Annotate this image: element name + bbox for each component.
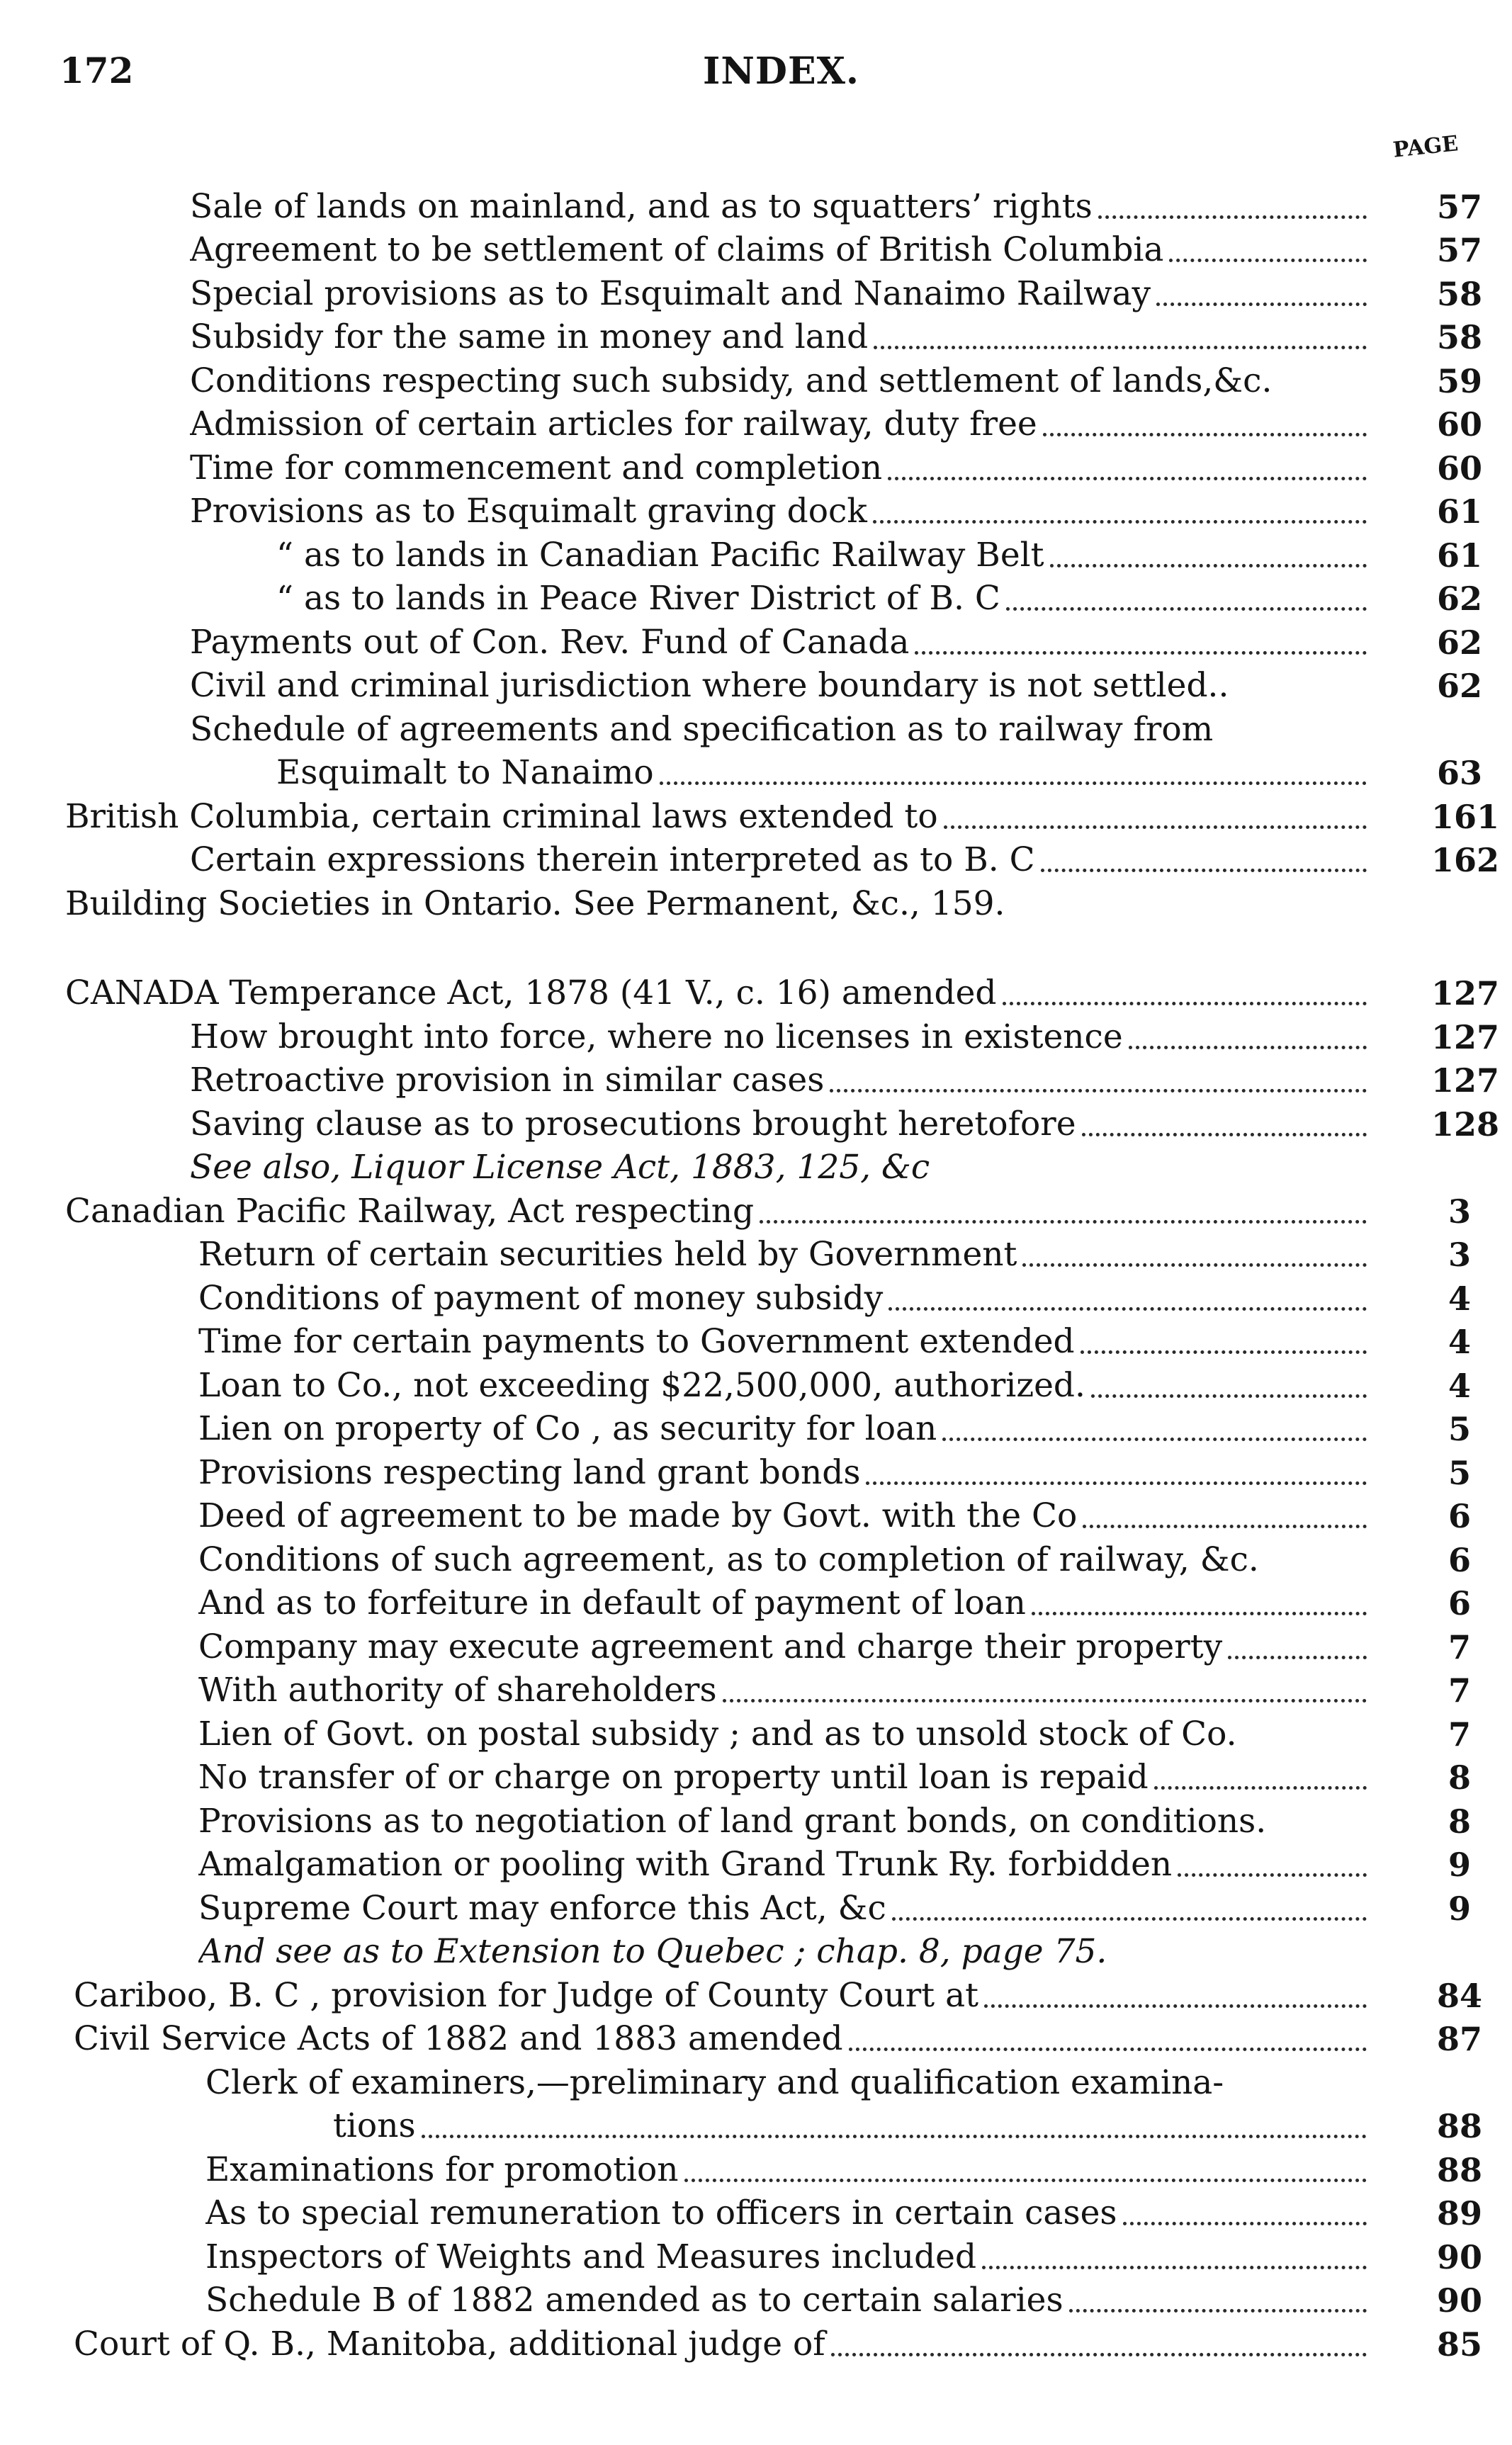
entry-text: CANADA Temperance Act, 1878 (41 V., c. 16) amended — [65, 973, 997, 1012]
entry-text: Cariboo, B. C , provision for Judge of County Court at — [74, 1976, 979, 2015]
index-entry — [0, 1626, 1512, 1668]
page-ref: 63 — [1436, 754, 1482, 792]
dot-leader — [660, 781, 1367, 785]
entry-text: Company may execute agreement and charge their property — [198, 1627, 1223, 1666]
index-entry — [0, 1800, 1512, 1843]
page-ref: 128 — [1431, 1105, 1500, 1144]
entry-text: British Columbia, certain criminal laws extended to — [65, 797, 938, 836]
entry-text: Time for commencement and completion — [190, 448, 883, 487]
index-entry — [0, 360, 1512, 402]
index-entry — [0, 2279, 1512, 2322]
dot-leader — [1003, 1002, 1367, 1005]
page-ref: 7 — [1448, 1715, 1471, 1754]
entry-text: Supreme Court may enforce this Act, &c — [198, 1889, 886, 1928]
page-title: INDEX. — [703, 50, 860, 93]
index-entry — [0, 1931, 1512, 1973]
dot-leader — [1154, 1786, 1367, 1790]
index-entry — [0, 1321, 1512, 1363]
dot-leader — [1123, 2222, 1367, 2225]
entry-text: See also, Liquor License Act, 1883, 125, &c — [190, 1148, 930, 1187]
page-ref — [1431, 1146, 1488, 1189]
entry-text: Retroactive provision in similar cases — [190, 1061, 825, 1100]
entry-text: Time for certain payments to Government extended — [198, 1322, 1075, 1361]
dot-leader — [1043, 433, 1367, 436]
dot-leader — [1022, 1263, 1367, 1267]
index-entry — [0, 1582, 1512, 1625]
entry-text: “ as to lands in Canadian Pacific Railway Belt — [276, 536, 1044, 575]
dot-leader — [1083, 1525, 1367, 1528]
entry-text: Civil and criminal jurisdiction where boundary is not settled.. — [190, 666, 1229, 705]
index-entry — [0, 229, 1512, 271]
page-ref: 87 — [1436, 2020, 1482, 2058]
index-entry — [0, 752, 1512, 794]
entry-text: Special provisions as to Esquimalt and Nanaimo Railway — [190, 274, 1151, 313]
entry-text: Conditions respecting such subsidy, and settlement of lands,&c. — [190, 361, 1273, 400]
index-entry — [0, 708, 1512, 751]
entry-text: tions — [333, 2106, 416, 2145]
page-ref: 59 — [1436, 362, 1482, 400]
index-entry — [0, 2323, 1512, 2366]
index-entry — [0, 1146, 1512, 1189]
index-entry — [0, 1408, 1512, 1450]
entry-text: Certain expressions therein interpreted as to B. C — [190, 840, 1035, 879]
page-ref: 90 — [1436, 2238, 1482, 2276]
dot-leader — [1178, 1873, 1367, 1877]
page-ref: 88 — [1436, 2151, 1482, 2189]
entry-text: Schedule B of 1882 amended as to certain salaries — [205, 2281, 1064, 2320]
dot-leader — [944, 825, 1367, 829]
index-entry — [0, 1539, 1512, 1581]
page-ref: 6 — [1448, 1541, 1471, 1579]
index-entry — [0, 796, 1512, 838]
dot-leader — [830, 1089, 1367, 1092]
page-ref: 6 — [1448, 1584, 1471, 1622]
dot-leader — [888, 1307, 1367, 1311]
dot-leader — [1228, 1656, 1367, 1659]
index-entry — [0, 1233, 1512, 1276]
page-ref: 89 — [1436, 2194, 1482, 2232]
entry-text: Return of certain securities held by Government — [198, 1235, 1017, 1274]
dot-leader — [1129, 1046, 1367, 1049]
index-entry — [0, 577, 1512, 620]
dot-leader — [873, 520, 1367, 524]
page-ref: 60 — [1436, 449, 1482, 487]
index-entry — [0, 447, 1512, 490]
index-entry — [0, 2149, 1512, 2191]
page-ref: 127 — [1431, 1018, 1500, 1056]
entry-text: Lien on property of Co , as security for loan — [198, 1409, 937, 1448]
index-entry — [0, 1669, 1512, 1712]
page-ref: 4 — [1448, 1323, 1471, 1361]
dot-leader — [874, 346, 1367, 349]
dot-leader — [984, 2004, 1367, 2008]
dot-leader — [1069, 2309, 1367, 2313]
dot-leader — [1041, 869, 1367, 872]
index-entry — [0, 1059, 1512, 1102]
entry-text: As to special remuneration to officers in certain cases — [205, 2193, 1117, 2232]
dot-leader — [1032, 1612, 1367, 1615]
entry-text: Sale of lands on mainland, and as to squatters’ rights — [190, 187, 1093, 226]
dot-leader — [831, 2353, 1367, 2356]
entry-text: “ as to lands in Peace River District of B. C — [276, 579, 1000, 618]
page-ref: 88 — [1436, 2107, 1482, 2145]
dot-leader — [1169, 259, 1367, 262]
entry-text: Provisions respecting land grant bonds — [198, 1453, 861, 1492]
dot-leader — [684, 2179, 1367, 2182]
index-entry — [0, 1975, 1512, 2017]
index-entry — [0, 403, 1512, 446]
index-entry — [0, 273, 1512, 315]
index-entry — [0, 2192, 1512, 2235]
entry-text: Saving clause as to prosecutions brought heretofore — [190, 1105, 1076, 1144]
entry-text: Canadian Pacific Railway, Act respecting — [65, 1192, 755, 1231]
page-ref: 8 — [1448, 1802, 1471, 1841]
entry-text: Payments out of Con. Rev. Fund of Canada — [190, 623, 910, 662]
page-ref — [1431, 883, 1488, 925]
index-entry — [0, 1103, 1512, 1146]
index-entry — [0, 1190, 1512, 1233]
entry-text: And as to forfeiture in default of payment of loan — [198, 1583, 1026, 1622]
dot-leader — [982, 2266, 1367, 2269]
entry-text: Agreement to be settlement of claims of British Columbia — [190, 230, 1164, 269]
index-entry — [0, 2062, 1512, 2104]
page-ref: 162 — [1431, 841, 1500, 879]
dot-leader — [723, 1699, 1367, 1703]
dot-leader — [1050, 564, 1367, 568]
entry-text: Schedule of agreements and specification as to railway from — [190, 710, 1214, 749]
entry-text: Clerk of examiners,—preliminary and qualification examina- — [205, 2063, 1224, 2102]
page-ref: 61 — [1436, 536, 1482, 575]
entry-text: Examinations for promotion — [205, 2150, 679, 2189]
page-column-label: PAGE — [1392, 131, 1460, 163]
page-ref: 3 — [1448, 1192, 1471, 1231]
index-entry — [0, 1887, 1512, 1930]
entry-text: Lien of Govt. on postal subsidy ; and as to unsold stock of Co. — [198, 1715, 1237, 1754]
dot-leader — [942, 1438, 1367, 1441]
index-entry — [0, 1756, 1512, 1799]
page-ref: 4 — [1448, 1280, 1471, 1318]
index-entry — [0, 1452, 1512, 1494]
dot-leader — [915, 651, 1367, 655]
index-entry — [0, 534, 1512, 577]
page-ref: 5 — [1448, 1454, 1471, 1492]
entry-text: Admission of certain articles for railway, duty free — [190, 405, 1037, 444]
index-entry — [0, 1016, 1512, 1058]
page-ref: 7 — [1448, 1628, 1471, 1666]
index-entry — [0, 621, 1512, 664]
page-ref: 57 — [1436, 231, 1482, 269]
page-ref: 57 — [1436, 188, 1482, 226]
entry-text: Inspectors of Weights and Measures included — [205, 2237, 977, 2276]
entry-text: Provisions as to Esquimalt graving dock — [190, 492, 867, 531]
page-ref: 127 — [1431, 1061, 1500, 1100]
dot-leader — [1082, 1133, 1367, 1136]
page-ref: 5 — [1448, 1410, 1471, 1448]
entry-text: Conditions of payment of money subsidy — [198, 1279, 884, 1318]
index-entry — [0, 972, 1512, 1015]
index-entry — [0, 1713, 1512, 1756]
page-ref: 6 — [1448, 1497, 1471, 1535]
index-entry — [0, 665, 1512, 707]
index-entry — [0, 883, 1512, 925]
index-entry — [0, 186, 1512, 228]
entry-text: Civil Service Acts of 1882 and 1883 amended — [74, 2019, 843, 2058]
index-entry — [0, 490, 1512, 533]
page-ref: 62 — [1436, 667, 1482, 705]
page-ref: 62 — [1436, 623, 1482, 662]
index-entry — [0, 839, 1512, 881]
page-ref — [1431, 2062, 1488, 2104]
entry-text: With authority of shareholders — [198, 1671, 717, 1710]
entry-text: Court of Q. B., Manitoba, additional judge of — [74, 2325, 825, 2364]
page-ref: 58 — [1436, 275, 1482, 313]
dot-leader — [892, 1917, 1367, 1921]
entry-text: Subsidy for the same in money and land — [190, 317, 869, 356]
index-entry — [0, 1843, 1512, 1886]
index-entry — [0, 1277, 1512, 1320]
entry-text: Building Societies in Ontario. See Permanent, &c., 159. — [65, 884, 1005, 923]
dot-leader — [866, 1481, 1367, 1485]
entry-text: Conditions of such agreement, as to completion of railway, &c. — [198, 1540, 1259, 1579]
index-entry — [0, 2018, 1512, 2060]
entry-text: Esquimalt to Nanaimo — [276, 753, 654, 792]
dot-leader — [1081, 1350, 1367, 1354]
page-ref: 58 — [1436, 318, 1482, 356]
dot-leader — [1098, 215, 1367, 219]
page-ref: 85 — [1436, 2325, 1482, 2364]
page-ref: 8 — [1448, 1758, 1471, 1797]
entry-text: How brought into force, where no licenses in existence — [190, 1017, 1123, 1056]
dot-leader — [888, 477, 1367, 480]
index-entry — [0, 1365, 1512, 1407]
page-ref — [1431, 1931, 1488, 1973]
page-ref: 60 — [1436, 405, 1482, 444]
dot-leader — [1156, 303, 1367, 306]
index-entry — [0, 1495, 1512, 1537]
entry-text: And see as to Extension to Quebec ; chap. 8, page 75. — [198, 1932, 1107, 1971]
page-ref: 4 — [1448, 1367, 1471, 1405]
entry-text: Provisions as to negotiation of land grant bonds, on conditions. — [198, 1802, 1267, 1841]
page-ref: 62 — [1436, 580, 1482, 618]
entry-text: No transfer of or charge on property until loan is repaid — [198, 1758, 1149, 1797]
entry-text: Deed of agreement to be made by Govt. with the Co — [198, 1496, 1078, 1535]
page-ref: 90 — [1436, 2281, 1482, 2320]
index-entry — [0, 2105, 1512, 2147]
page-ref: 84 — [1436, 1977, 1482, 2015]
page-ref — [1431, 708, 1488, 751]
index-entry — [0, 2236, 1512, 2279]
page-ref: 161 — [1431, 798, 1500, 836]
page-ref: 3 — [1448, 1236, 1471, 1274]
page-ref: 61 — [1436, 492, 1482, 531]
entry-text: Amalgamation or pooling with Grand Trunk Ry. forbidden — [198, 1845, 1173, 1884]
dot-leader — [1091, 1394, 1367, 1398]
dot-leader — [1006, 607, 1367, 611]
page-ref: 9 — [1448, 1846, 1471, 1884]
dot-leader — [422, 2135, 1367, 2138]
entry-text: Loan to Co., not exceeding $22,500,000, authorized. — [198, 1366, 1085, 1405]
dot-leader — [849, 2048, 1367, 2051]
page-ref: 7 — [1448, 1671, 1471, 1710]
page-number: 172 — [60, 50, 134, 91]
index-entry — [0, 316, 1512, 358]
page-ref: 9 — [1448, 1890, 1471, 1928]
dot-leader — [760, 1220, 1367, 1224]
page-ref: 127 — [1431, 974, 1500, 1012]
